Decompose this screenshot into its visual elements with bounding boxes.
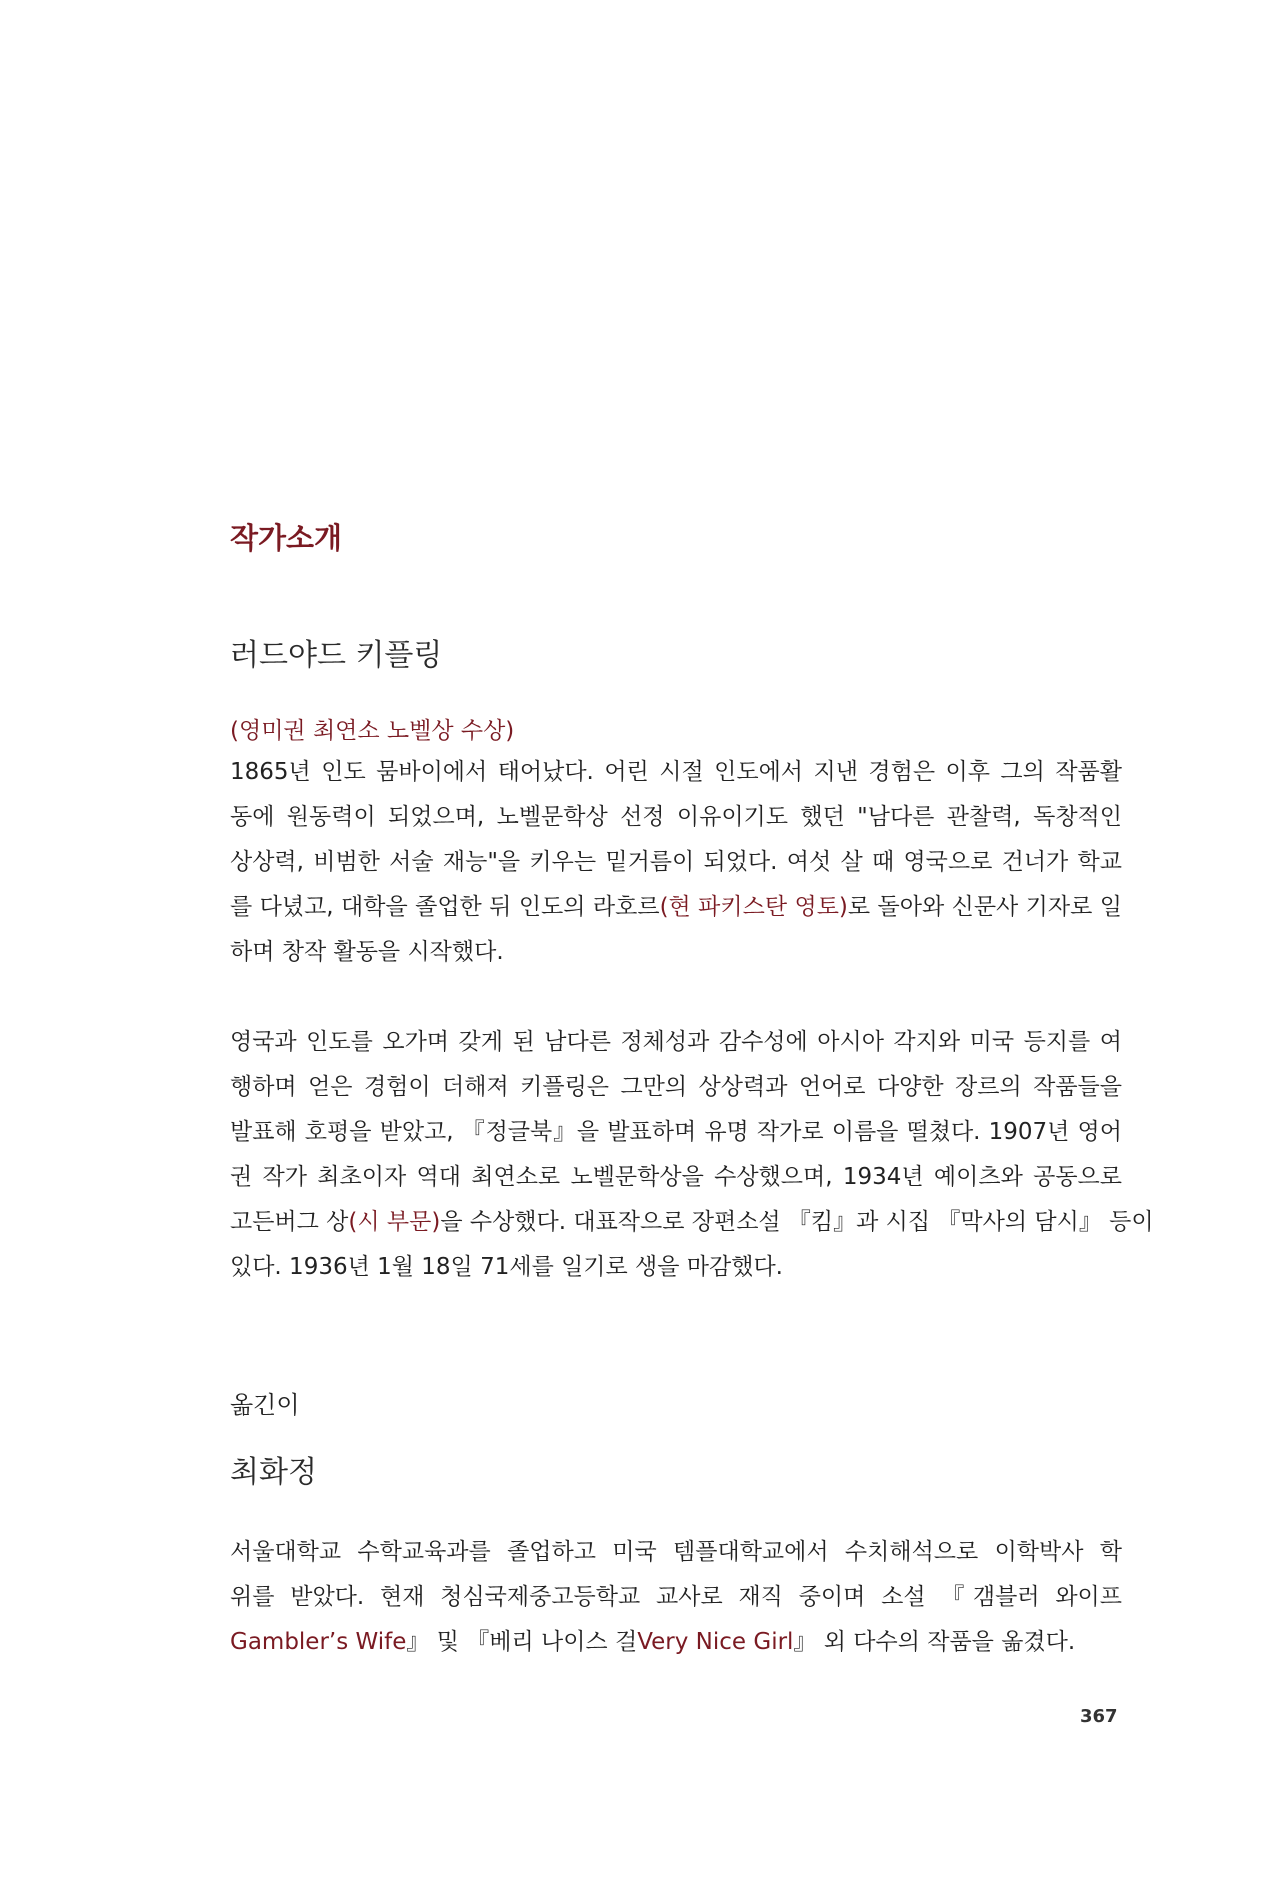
text-segment: 로 돌아와 신문사 기자로 일 (847, 894, 1122, 920)
author-name: 러드야드 키플링 (230, 638, 443, 673)
text-segment: 1865년 인도 뭄바이에서 태어났다. 어린 시절 인도에서 지낸 경험은 이후 그의 작품활 (230, 759, 1122, 785)
text-line (230, 1065, 1122, 1110)
text-line (230, 1155, 1122, 1200)
text-line (230, 840, 1122, 885)
text-line (230, 1110, 1122, 1155)
text-segment: 상상력, 비범한 서술 재능"을 키우는 밑거름이 되었다. 여섯 살 때 영국으로 건너가 학교 (230, 849, 1122, 875)
text-line (230, 1575, 1122, 1620)
text-segment: 하며 창작 활동을 시작했다. (230, 939, 504, 965)
text-segment: 』 외 다수의 작품을 옮겼다. (793, 1629, 1076, 1655)
text-line (230, 795, 1122, 840)
text-line (230, 750, 1122, 795)
text-segment: 영국과 인도를 오가며 갖게 된 남다른 정체성과 감수성에 아시아 각지와 미국 등지를 여 (230, 1029, 1122, 1055)
text-segment: 발표해 호평을 받았고, 『정글북』을 발표하며 유명 작가로 이름을 떨쳤다. 1907년 영어 (230, 1119, 1122, 1145)
highlighted-text: (현 파키스탄 영토) (659, 894, 848, 920)
translator-bio-paragraph (230, 1530, 1122, 1665)
translator-label: 옮긴이 (230, 1391, 300, 1419)
text-segment: 행하며 얻은 경험이 더해져 키플링은 그만의 상상력과 언어로 다양한 장르의 작품들을 (230, 1074, 1122, 1100)
author-bio-paragraph-2 (230, 1020, 1154, 1290)
text-line (230, 1245, 1122, 1290)
text-line (230, 1530, 1122, 1575)
text-line (230, 1200, 1154, 1245)
text-segment: 위를 받았다. 현재 청심국제중고등학교 교사로 재직 중이며 소설 『갬블러 와이프 (230, 1584, 1122, 1610)
text-segment: 서울대학교 수학교육과를 졸업하고 미국 템플대학교에서 수치해석으로 이학박사 학 (230, 1539, 1122, 1565)
text-segment: 동에 원동력이 되었으며, 노벨문학상 선정 이유이기도 했던 "남다른 관찰력, 독창적인 (230, 804, 1122, 830)
author-bio-paragraph-1 (230, 750, 1122, 975)
text-segment: 있다. 1936년 1월 18일 71세를 일기로 생을 마감했다. (230, 1254, 783, 1280)
highlighted-text: (시 부문) (348, 1209, 441, 1235)
text-segment: 를 다녔고, 대학을 졸업한 뒤 인도의 라호르 (230, 894, 660, 920)
highlighted-text: Gambler’s Wife (230, 1629, 407, 1655)
text-segment: 을 수상했다. 대표작으로 장편소설 『킴』과 시집 『막사의 담시』 등이 (440, 1209, 1154, 1235)
translator-name: 최화정 (230, 1455, 317, 1490)
text-line (230, 885, 1122, 930)
author-subtitle: (영미권 최연소 노벨상 수상) (230, 718, 515, 744)
text-line (230, 1020, 1122, 1065)
text-segment: 권 작가 최초이자 역대 최연소로 노벨문학상을 수상했으며, 1934년 예이츠와 공동으로 (230, 1164, 1122, 1190)
text-segment: 』 및 『베리 나이스 걸 (406, 1629, 638, 1655)
page-number: 367 (1080, 1706, 1118, 1727)
text-line (230, 1620, 1122, 1665)
text-line (230, 930, 1122, 975)
highlighted-text: Very Nice Girl (637, 1629, 794, 1655)
section-title: 작가소개 (230, 521, 343, 555)
text-segment: 고든버그 상 (230, 1209, 349, 1235)
